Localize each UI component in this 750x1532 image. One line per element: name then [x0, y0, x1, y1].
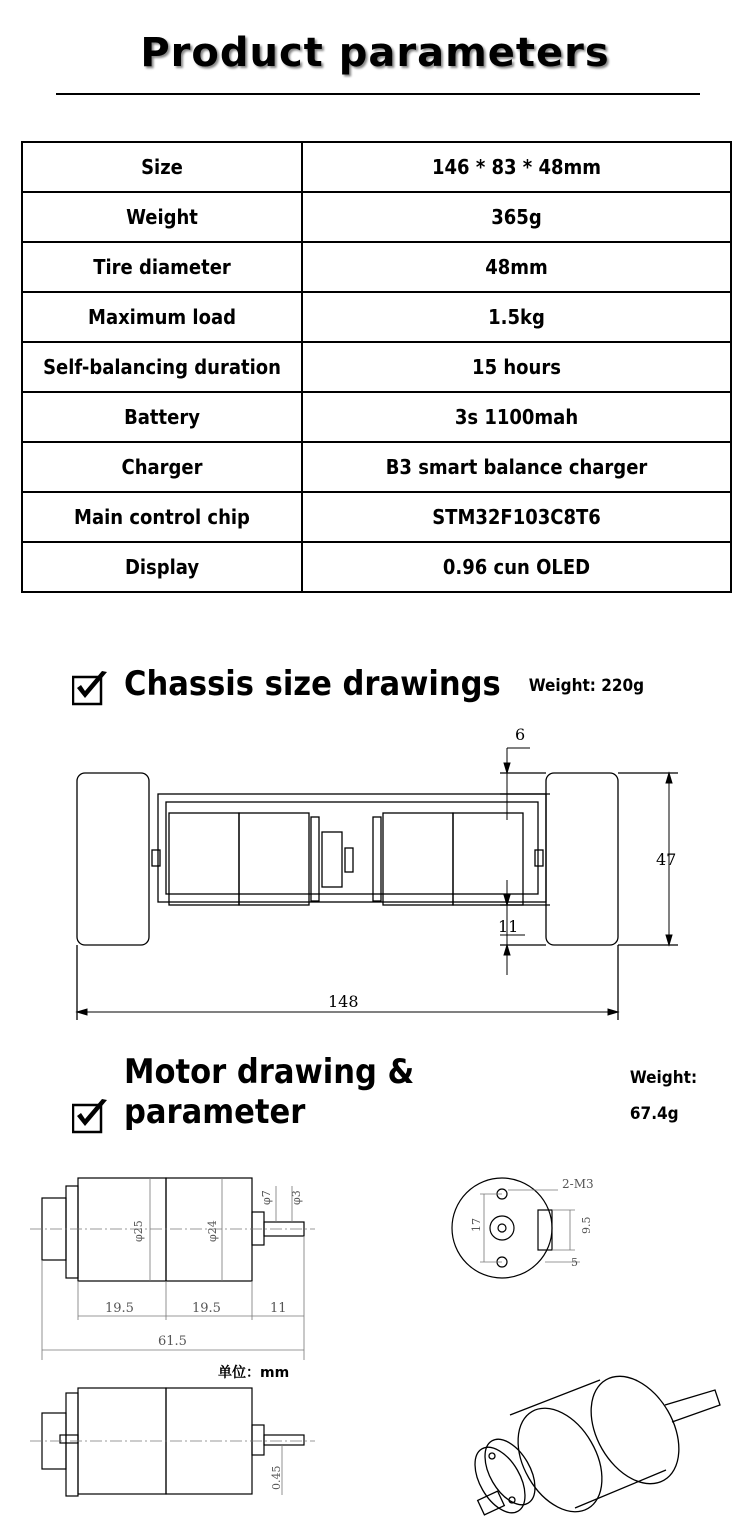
param-label: Display [22, 542, 302, 592]
param-value: 1.5kg [302, 292, 731, 342]
dim-total: 61.5 [158, 1334, 187, 1349]
param-value: 15 hours [302, 342, 731, 392]
param-value: STM32F103C8T6 [302, 492, 731, 542]
motor-front-drawing [430, 1170, 610, 1300]
param-label: Charger [22, 442, 302, 492]
motor-section-heading [72, 1052, 750, 1132]
dim-bottom: 11 [498, 917, 519, 936]
dim-height: 47 [656, 850, 677, 869]
param-value: 48mm [302, 242, 731, 292]
param-label: Weight [22, 192, 302, 242]
motor-weight: Weight: 67.4g [629, 1068, 698, 1124]
table-row [22, 192, 731, 242]
table-row [22, 392, 731, 442]
dim-flat: 0.45 [270, 1465, 283, 1490]
table-row [22, 542, 731, 592]
dim-l1: 19.5 [105, 1301, 134, 1316]
title-underline [56, 93, 700, 95]
dim-d7: φ7 [260, 1190, 273, 1205]
motor-top-drawing [30, 1385, 330, 1525]
dim-h17: 17 [470, 1218, 483, 1232]
dim-d24: φ24 [206, 1220, 219, 1242]
dim-top: 6 [515, 725, 526, 744]
motor-side-drawing [30, 1170, 330, 1360]
param-label: Self-balancing duration [22, 342, 302, 392]
table-row [22, 442, 731, 492]
param-value: 146 * 83 * 48mm [302, 142, 731, 192]
unit-label: 单位：mm [218, 1365, 290, 1381]
checkbox-checked-icon [72, 670, 106, 704]
param-value: 0.96 cun OLED [302, 542, 731, 592]
motor-title: Motor drawing & parameter [124, 1052, 415, 1132]
table-row [22, 492, 731, 542]
chassis-section-heading [72, 658, 644, 704]
table-row [22, 342, 731, 392]
dim-h5: 5 [571, 1256, 578, 1269]
param-value: 3s 1100mah [302, 392, 731, 442]
dim-d25: φ25 [132, 1220, 145, 1242]
param-label: Tire diameter [22, 242, 302, 292]
table-row [22, 292, 731, 342]
table-row [22, 242, 731, 292]
dim-d3: φ3 [290, 1190, 303, 1205]
page-title: Product parameters [140, 30, 610, 76]
motor-isometric-drawing [450, 1360, 730, 1530]
chassis-weight: Weight: 220g [528, 676, 645, 696]
param-label: Maximum load [22, 292, 302, 342]
dim-l3: 11 [270, 1301, 287, 1316]
param-label: Size [22, 142, 302, 192]
dim-l2: 19.5 [192, 1301, 221, 1316]
chassis-title: Chassis size drawings [124, 664, 501, 704]
checkbox-checked-icon [72, 1098, 106, 1132]
table-row [22, 142, 731, 192]
param-value: B3 smart balance charger [302, 442, 731, 492]
dim-h95: 9.5 [580, 1216, 593, 1234]
param-label: Battery [22, 392, 302, 442]
chassis-drawing [60, 720, 700, 1030]
param-value: 365g [302, 192, 731, 242]
parameters-table [21, 141, 732, 593]
dim-width: 148 [328, 992, 359, 1011]
dim-thread: 2-M3 [562, 1177, 594, 1191]
param-label: Main control chip [22, 492, 302, 542]
